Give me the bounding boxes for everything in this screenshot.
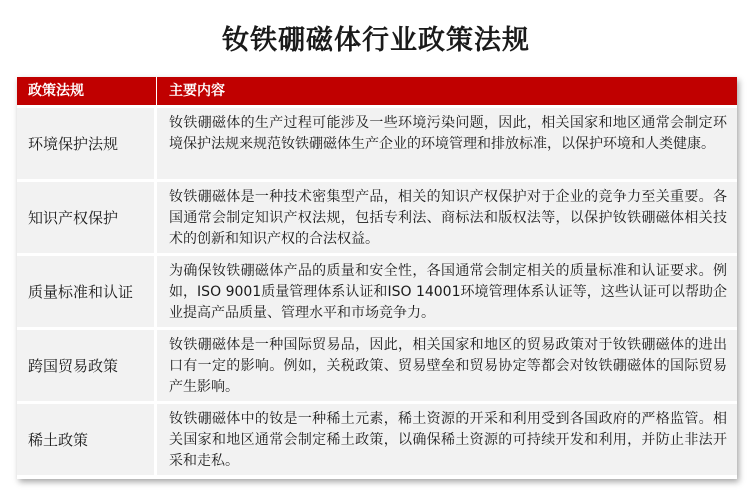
table-row bbox=[17, 256, 737, 327]
policy-cell: 环境保护法规 bbox=[17, 108, 157, 179]
content-cell: 为确保钕铁硼磁体产品的质量和安全性，各国通常会制定相关的质量标准和认证要求。例如，ISO 9001质量管理体系认证和ISO 14001环境管理体系认证等，这些认证可以帮助企业提高产品质量、管理水平和市场竞争力。 bbox=[169, 263, 727, 321]
policy-cell: 知识产权保护 bbox=[17, 182, 157, 253]
content-cell: 钕铁硼磁体中的钕是一种稀土元素，稀土资源的开采和利用受到各国政府的严格监管。相关国家和地区通常会制定稀土政策，以确保稀土资源的可持续开发和利用，并防止非法开采和走私。 bbox=[169, 411, 727, 469]
table-row bbox=[17, 404, 737, 475]
policy-cell: 稀土政策 bbox=[17, 404, 157, 475]
content-cell: 钕铁硼磁体是一种国际贸易品，因此，相关国家和地区的贸易政策对于钕铁硼磁体的进出口有一定的影响。例如，关税政策、贸易壁垒和贸易协定等都会对钕铁硼磁体的国际贸易产生影响。 bbox=[169, 337, 727, 395]
table-row bbox=[17, 330, 737, 401]
policy-table bbox=[17, 77, 737, 479]
header-content: 主要内容 bbox=[169, 83, 225, 99]
content-cell: 钕铁硼磁体的生产过程可能涉及一些环境污染问题，因此，相关国家和地区通常会制定环境保护法规来规范钕铁硼磁体生产企业的环境管理和排放标准，以保护环境和人类健康。 bbox=[169, 115, 727, 152]
policy-cell: 跨国贸易政策 bbox=[17, 330, 157, 401]
content-cell: 钕铁硼磁体是一种技术密集型产品，相关的知识产权保护对于企业的竞争力至关重要。各国通常会制定知识产权法规，包括专利法、商标法和版权法等，以保护钕铁硼磁体相关技术的创新和知识产权的合法权益。 bbox=[169, 189, 727, 247]
table-header bbox=[17, 77, 737, 105]
table-row bbox=[17, 182, 737, 253]
table-row bbox=[17, 108, 737, 179]
header-policy: 政策法规 bbox=[17, 77, 157, 105]
policy-cell: 质量标准和认证 bbox=[17, 256, 157, 327]
page-title: 钕铁硼磁体行业政策法规 bbox=[222, 25, 530, 56]
